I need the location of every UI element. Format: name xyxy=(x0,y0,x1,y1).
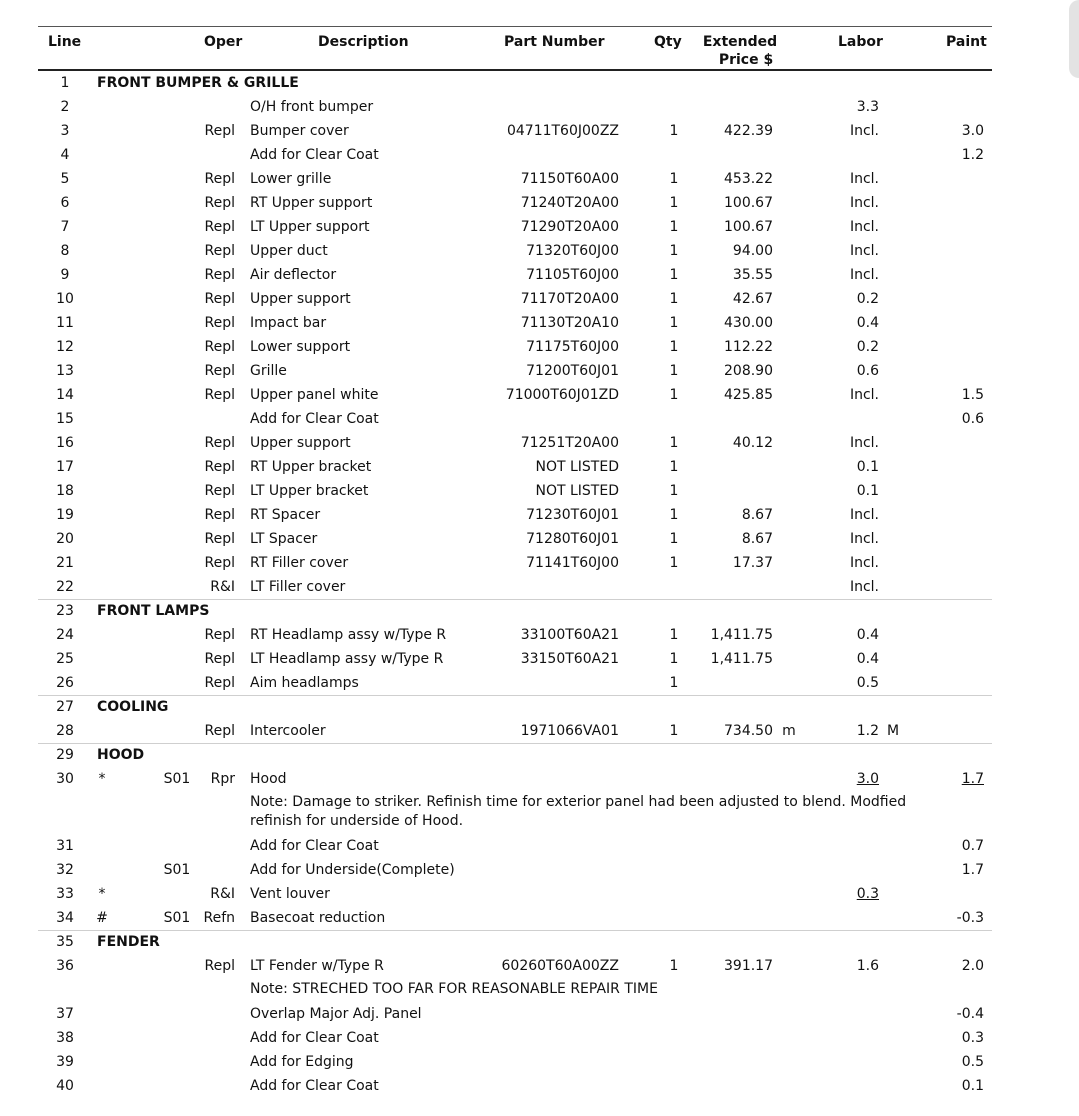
table-row xyxy=(0,383,1079,407)
section-title: FRONT BUMPER & GRILLE xyxy=(97,75,299,91)
line-number: 25 xyxy=(56,651,74,667)
operation: Repl xyxy=(204,123,235,139)
quantity: 1 xyxy=(669,363,679,379)
labor-hours: Incl. xyxy=(849,555,879,571)
line-number: 11 xyxy=(56,315,74,331)
operation: Repl xyxy=(204,958,235,974)
quantity: 1 xyxy=(669,267,679,283)
extended-price: 100.67 xyxy=(724,219,773,235)
line-number: 30 xyxy=(56,771,74,787)
line-note: Note: STRECHED TOO FAR FOR REASONABLE REPAIR TIME xyxy=(250,981,658,997)
line-number: 20 xyxy=(56,531,74,547)
extended-price: 734.50 xyxy=(724,723,773,739)
table-row xyxy=(0,311,1079,335)
part-number: 60260T60A00ZZ xyxy=(501,958,619,974)
col-header-oper: Oper xyxy=(204,34,243,50)
section-title: COOLING xyxy=(97,699,169,715)
operation: Repl xyxy=(204,435,235,451)
line-number: 12 xyxy=(56,339,74,355)
description: O/H front bumper xyxy=(250,99,374,115)
table-row xyxy=(0,455,1079,479)
part-number: 71170T20A00 xyxy=(520,291,619,307)
extended-price: 40.12 xyxy=(732,435,773,451)
part-number: 71200T60J01 xyxy=(526,363,619,379)
line-number: 32 xyxy=(56,862,74,878)
operation: Repl xyxy=(204,507,235,523)
line-number: 29 xyxy=(56,747,74,763)
table-row xyxy=(0,623,1079,647)
paint-hours: 1.2 xyxy=(961,147,984,163)
paint-hours: 3.0 xyxy=(961,123,984,139)
paint-hours: 1.7 xyxy=(961,862,984,878)
extended-price: 1,411.75 xyxy=(710,651,773,667)
labor-hours: Incl. xyxy=(849,171,879,187)
labor-hours: Incl. xyxy=(849,219,879,235)
labor-hours: 1.2 xyxy=(856,723,879,739)
paint-hours: 0.1 xyxy=(961,1078,984,1094)
paint-hours: 1.5 xyxy=(961,387,984,403)
extended-price: 8.67 xyxy=(741,507,773,523)
operation: Repl xyxy=(204,291,235,307)
operation: R&I xyxy=(210,579,235,595)
part-number: 71320T60J00 xyxy=(526,243,619,259)
extended-price: 100.67 xyxy=(724,195,773,211)
line-marker: * xyxy=(98,771,106,787)
description: Add for Clear Coat xyxy=(250,411,379,427)
quantity: 1 xyxy=(669,651,679,667)
quantity: 1 xyxy=(669,315,679,331)
labor-hours: 0.3 xyxy=(856,886,879,902)
line-number: 40 xyxy=(56,1078,74,1094)
table-row xyxy=(0,906,1079,930)
line-number: 22 xyxy=(56,579,74,595)
operation: Repl xyxy=(204,459,235,475)
operation: Rpr xyxy=(210,771,235,787)
description: RT Upper bracket xyxy=(250,459,372,475)
description: Air deflector xyxy=(250,267,337,283)
quantity: 1 xyxy=(669,291,679,307)
line-number: 37 xyxy=(56,1006,74,1022)
labor-hours: Incl. xyxy=(849,507,879,523)
table-row xyxy=(0,767,1079,791)
description: Upper support xyxy=(250,291,351,307)
description: Add for Clear Coat xyxy=(250,838,379,854)
col-header-paint: Paint xyxy=(946,34,987,50)
table-row xyxy=(0,671,1079,695)
section-row xyxy=(0,930,1079,954)
description: Aim headlamps xyxy=(250,675,359,691)
labor-hours: 0.6 xyxy=(856,363,879,379)
operation: Repl xyxy=(204,555,235,571)
col-header-qty: Qty xyxy=(654,34,682,50)
col-header-price: Price $ xyxy=(718,52,774,68)
table-row xyxy=(0,479,1079,503)
table-top-rule xyxy=(38,26,992,27)
labor-hours: 0.4 xyxy=(856,651,879,667)
line-number: 3 xyxy=(60,123,70,139)
line-number: 10 xyxy=(56,291,74,307)
extended-price: 42.67 xyxy=(732,291,773,307)
quantity: 1 xyxy=(669,531,679,547)
quantity: 1 xyxy=(669,123,679,139)
part-number: 71130T20A10 xyxy=(520,315,619,331)
table-row xyxy=(0,858,1079,882)
part-number: 33150T60A21 xyxy=(520,651,619,667)
labor-hours: Incl. xyxy=(849,243,879,259)
line-number: 27 xyxy=(56,699,74,715)
quantity: 1 xyxy=(669,483,679,499)
description: Upper panel white xyxy=(250,387,379,403)
quantity: 1 xyxy=(669,958,679,974)
description: Intercooler xyxy=(250,723,326,739)
labor-hours: 0.2 xyxy=(856,339,879,355)
table-row xyxy=(0,1074,1079,1098)
table-row xyxy=(0,1026,1079,1050)
part-number: 71251T20A00 xyxy=(520,435,619,451)
table-row xyxy=(0,167,1079,191)
line-number: 21 xyxy=(56,555,74,571)
table-row xyxy=(0,359,1079,383)
extended-price: 422.39 xyxy=(724,123,773,139)
labor-hours: 3.3 xyxy=(856,99,879,115)
col-header-description: Description xyxy=(318,34,409,50)
description: Add for Edging xyxy=(250,1054,354,1070)
extended-price: 112.22 xyxy=(724,339,773,355)
table-row xyxy=(0,1050,1079,1074)
extended-price: 391.17 xyxy=(724,958,773,974)
line-number: 13 xyxy=(56,363,74,379)
operation: Repl xyxy=(204,387,235,403)
extended-price: 430.00 xyxy=(724,315,773,331)
extended-price: 208.90 xyxy=(724,363,773,379)
line-number: 39 xyxy=(56,1054,74,1070)
table-row xyxy=(0,882,1079,906)
part-number: 71150T60A00 xyxy=(520,171,619,187)
line-number: 35 xyxy=(56,934,74,950)
operation: Repl xyxy=(204,723,235,739)
paint-hours: 0.3 xyxy=(961,1030,984,1046)
col-header-extended-price xyxy=(700,33,780,69)
section-row xyxy=(0,695,1079,719)
extended-price: 425.85 xyxy=(724,387,773,403)
extended-price: 94.00 xyxy=(732,243,773,259)
line-number: 28 xyxy=(56,723,74,739)
operation: R&I xyxy=(210,886,235,902)
part-number: 71000T60J01ZD xyxy=(505,387,619,403)
line-number: 8 xyxy=(60,243,70,259)
part-number: 71105T60J00 xyxy=(526,267,619,283)
line-number: 7 xyxy=(60,219,70,235)
part-number: 71240T20A00 xyxy=(520,195,619,211)
quantity: 1 xyxy=(669,171,679,187)
description: LT Headlamp assy w/Type R xyxy=(250,651,444,667)
paint-hours: 2.0 xyxy=(961,958,984,974)
description: RT Spacer xyxy=(250,507,321,523)
labor-hours: Incl. xyxy=(849,267,879,283)
extended-price: 1,411.75 xyxy=(710,627,773,643)
paint-hours: 0.7 xyxy=(961,838,984,854)
operation: Repl xyxy=(204,267,235,283)
col-header-part-number: Part Number xyxy=(504,34,605,50)
line-number: 1 xyxy=(60,75,70,91)
quantity: 1 xyxy=(669,219,679,235)
supplement-code: S01 xyxy=(163,862,191,878)
description: RT Upper support xyxy=(250,195,373,211)
description: Upper support xyxy=(250,435,351,451)
part-number: NOT LISTED xyxy=(535,483,619,499)
table-row xyxy=(0,119,1079,143)
paint-hours: 0.5 xyxy=(961,1054,984,1070)
price-flag: m xyxy=(782,723,796,739)
description: Add for Clear Coat xyxy=(250,1078,379,1094)
description: Bumper cover xyxy=(250,123,349,139)
quantity: 1 xyxy=(669,243,679,259)
part-number: 71290T20A00 xyxy=(520,219,619,235)
line-number: 6 xyxy=(60,195,70,211)
labor-hours: Incl. xyxy=(849,435,879,451)
labor-hours: 3.0 xyxy=(856,771,879,787)
line-number: 36 xyxy=(56,958,74,974)
operation: Repl xyxy=(204,195,235,211)
description: LT Fender w/Type R xyxy=(250,958,384,974)
quantity: 1 xyxy=(669,339,679,355)
operation: Repl xyxy=(204,219,235,235)
description: LT Spacer xyxy=(250,531,318,547)
table-row xyxy=(0,239,1079,263)
extended-price: 35.55 xyxy=(732,267,773,283)
quantity: 1 xyxy=(669,195,679,211)
description: Lower grille xyxy=(250,171,332,187)
description: Add for Clear Coat xyxy=(250,147,379,163)
line-number: 15 xyxy=(56,411,74,427)
table-row xyxy=(0,1002,1079,1026)
table-row xyxy=(0,834,1079,858)
table-row xyxy=(0,575,1079,599)
extended-price: 8.67 xyxy=(741,531,773,547)
description: Add for Underside(Complete) xyxy=(250,862,455,878)
section-row xyxy=(0,599,1079,623)
table-row xyxy=(0,263,1079,287)
supplement-code: S01 xyxy=(163,910,191,926)
table-row xyxy=(0,287,1079,311)
description: Add for Clear Coat xyxy=(250,1030,379,1046)
labor-flag: M xyxy=(886,723,900,739)
quantity: 1 xyxy=(669,387,679,403)
operation: Repl xyxy=(204,339,235,355)
line-number: 24 xyxy=(56,627,74,643)
description: Lower support xyxy=(250,339,351,355)
table-row xyxy=(0,407,1079,431)
quantity: 1 xyxy=(669,555,679,571)
line-number: 38 xyxy=(56,1030,74,1046)
labor-hours: Incl. xyxy=(849,195,879,211)
part-number: NOT LISTED xyxy=(535,459,619,475)
description: LT Upper bracket xyxy=(250,483,369,499)
line-number: 4 xyxy=(60,147,70,163)
line-note: Note: Damage to striker. Refinish time for exterior panel had been adjusted to blend. Modfied refinish for underside of Hood. xyxy=(250,794,907,829)
table-row xyxy=(0,95,1079,119)
line-number: 18 xyxy=(56,483,74,499)
quantity: 1 xyxy=(669,459,679,475)
description: LT Filler cover xyxy=(250,579,346,595)
table-row xyxy=(0,527,1079,551)
labor-hours: 1.6 xyxy=(856,958,879,974)
line-number: 5 xyxy=(60,171,70,187)
operation: Repl xyxy=(204,531,235,547)
paint-hours: -0.4 xyxy=(956,1006,984,1022)
part-number: 04711T60J00ZZ xyxy=(506,123,619,139)
labor-hours: 0.4 xyxy=(856,315,879,331)
section-title: FRONT LAMPS xyxy=(97,603,210,619)
quantity: 1 xyxy=(669,627,679,643)
labor-hours: 0.2 xyxy=(856,291,879,307)
table-row xyxy=(0,503,1079,527)
line-number: 19 xyxy=(56,507,74,523)
description: Overlap Major Adj. Panel xyxy=(250,1006,422,1022)
description: Grille xyxy=(250,363,287,379)
line-number: 16 xyxy=(56,435,74,451)
operation: Repl xyxy=(204,171,235,187)
table-row xyxy=(0,431,1079,455)
operation: Repl xyxy=(204,363,235,379)
line-number: 31 xyxy=(56,838,74,854)
line-number: 34 xyxy=(56,910,74,926)
col-header-line: Line xyxy=(48,34,82,50)
line-number: 9 xyxy=(60,267,70,283)
table-row xyxy=(0,954,1079,978)
description: LT Upper support xyxy=(250,219,370,235)
line-number: 23 xyxy=(56,603,74,619)
quantity: 1 xyxy=(669,435,679,451)
table-row xyxy=(0,215,1079,239)
section-row xyxy=(0,743,1079,767)
quantity: 1 xyxy=(669,507,679,523)
paint-hours: 1.7 xyxy=(961,771,984,787)
table-row xyxy=(0,143,1079,167)
description: Hood xyxy=(250,771,287,787)
line-marker: # xyxy=(96,910,108,926)
part-number: 71230T60J01 xyxy=(526,507,619,523)
operation: Repl xyxy=(204,651,235,667)
col-header-extended: Extended xyxy=(702,34,778,50)
section-title: HOOD xyxy=(97,747,145,763)
operation: Repl xyxy=(204,243,235,259)
col-header-labor: Labor xyxy=(838,34,883,50)
line-number: 17 xyxy=(56,459,74,475)
operation: Repl xyxy=(204,483,235,499)
description: Upper duct xyxy=(250,243,328,259)
table-row xyxy=(0,191,1079,215)
description: Vent louver xyxy=(250,886,330,902)
line-number: 14 xyxy=(56,387,74,403)
line-marker: * xyxy=(98,886,106,902)
operation: Repl xyxy=(204,627,235,643)
line-number: 26 xyxy=(56,675,74,691)
line-number: 33 xyxy=(56,886,74,902)
description: Basecoat reduction xyxy=(250,910,386,926)
table-row xyxy=(0,335,1079,359)
scrollbar-thumb[interactable] xyxy=(1069,0,1079,78)
part-number: 71141T60J00 xyxy=(526,555,619,571)
supplement-code: S01 xyxy=(163,771,191,787)
labor-hours: 0.1 xyxy=(856,483,879,499)
line-number: 2 xyxy=(60,99,70,115)
extended-price: 17.37 xyxy=(732,555,773,571)
operation: Refn xyxy=(203,910,235,926)
labor-hours: 0.1 xyxy=(856,459,879,475)
operation: Repl xyxy=(204,675,235,691)
table-row xyxy=(0,551,1079,575)
description: RT Filler cover xyxy=(250,555,349,571)
operation: Repl xyxy=(204,315,235,331)
description: RT Headlamp assy w/Type R xyxy=(250,627,447,643)
section-title: FENDER xyxy=(97,934,160,950)
extended-price: 453.22 xyxy=(724,171,773,187)
table-row xyxy=(0,647,1079,671)
part-number: 33100T60A21 xyxy=(520,627,619,643)
labor-hours: Incl. xyxy=(849,531,879,547)
description: Impact bar xyxy=(250,315,327,331)
table-row xyxy=(0,719,1079,743)
labor-hours: 0.4 xyxy=(856,627,879,643)
labor-hours: Incl. xyxy=(849,387,879,403)
quantity: 1 xyxy=(669,723,679,739)
section-row xyxy=(0,71,1079,95)
paint-hours: -0.3 xyxy=(956,910,984,926)
labor-hours: Incl. xyxy=(849,123,879,139)
paint-hours: 0.6 xyxy=(961,411,984,427)
labor-hours: 0.5 xyxy=(856,675,879,691)
quantity: 1 xyxy=(669,675,679,691)
labor-hours: Incl. xyxy=(849,579,879,595)
part-number: 1971066VA01 xyxy=(520,723,619,739)
part-number: 71280T60J01 xyxy=(526,531,619,547)
part-number: 71175T60J00 xyxy=(526,339,619,355)
